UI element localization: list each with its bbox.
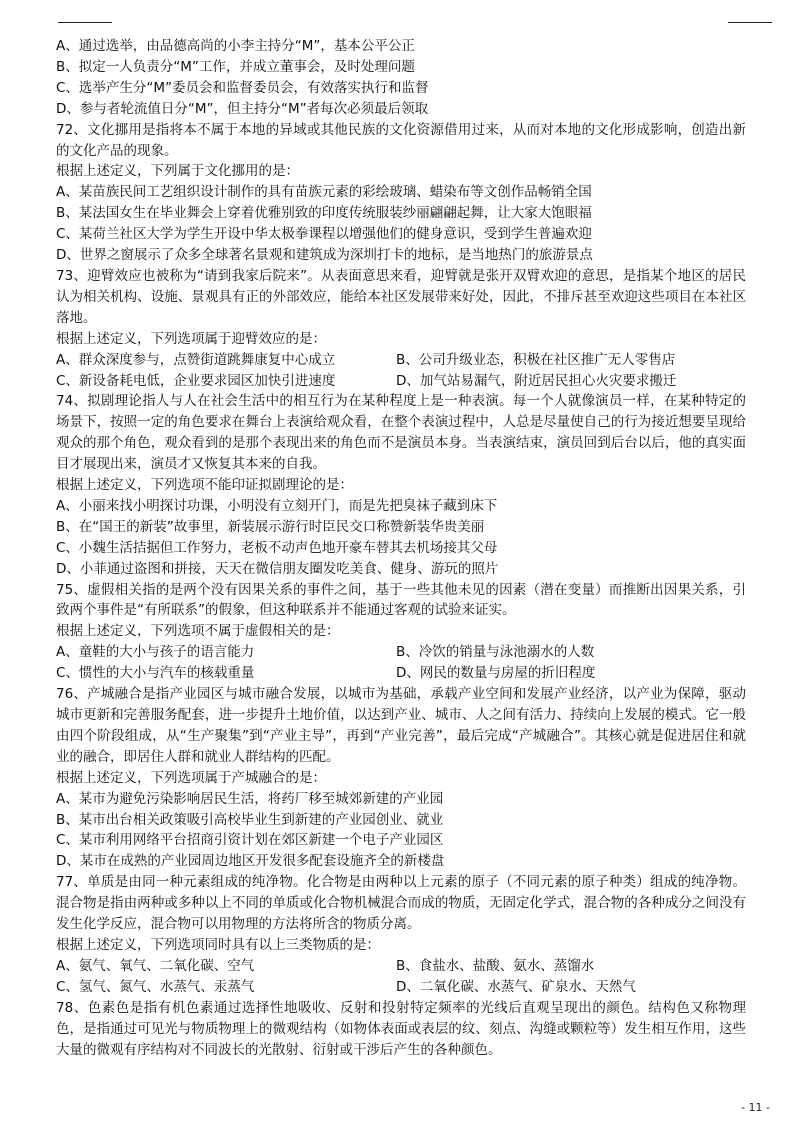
q71-option-a: A、通过选举，由品德高尚的小李主持分“M”，基本公平公正 — [56, 38, 415, 54]
q77-options-row-2 — [56, 977, 746, 998]
q78-stem: 78、色素色是指有机色素通过选择性地吸收、反射和投射特定频率的光线后直观呈现出的颜色。结构色又称物理色，是指通过可见光与物质物理上的微观结构（如物体表面或表层的纹、刻点、沟缝或颗粒等）发生相互作用，这些大量的微观有序结构对不同波长的光散射、衍射或干涉后产生的各种颜色。 — [56, 999, 746, 1058]
page-number: - 11 - — [741, 1101, 770, 1114]
q71-option-d: D、参与者轮流值日分“M”，但主持分“M”者每次必须最后领取 — [56, 100, 429, 117]
question-72 — [56, 120, 746, 266]
question-77 — [56, 872, 746, 997]
q72-option-c: C、某荷兰社区大学为学生开设中华太极拳课程以增强他们的健身意识，受到学生普遍欢迎 — [56, 226, 592, 243]
q72-option-a: A、某苗族民间工艺组织设计制作的具有苗族元素的彩绘玻璃、蜡染布等文创作品畅销全国 — [56, 184, 592, 201]
q74-option-b: B、在“国王的新装”故事里，新装展示游行时臣民交口称赞新装华贵美丽 — [56, 518, 485, 535]
q77-option-a: A、氨气、氧气、二氧化碳、空气 — [56, 957, 255, 974]
q73-option-d: D、加气站易漏气，附近居民担心火灾要求搬迁 — [396, 372, 677, 389]
q77-option-c: C、氢气、氮气、水蒸气、汞蒸气 — [56, 978, 255, 995]
q73-options-row-1 — [56, 350, 746, 371]
q75-option-a: A、童鞋的大小与孩子的语言能力 — [56, 644, 255, 661]
q75-option-c: C、惯性的大小与汽车的核载重量 — [56, 665, 255, 682]
q73-option-a: A、群众深度参与，点赞街道跳舞康复中心成立 — [56, 351, 336, 368]
q77-option-d: D、二氧化碳、水蒸气、矿泉水、天然气 — [396, 978, 636, 995]
q75-option-b: B、冷饮的销量与泳池溺水的人数 — [396, 644, 595, 661]
q75-options-row-1 — [56, 642, 746, 663]
q75-question: 根据上述定义，下列选项不属于虚假相关的是： — [56, 623, 340, 640]
q73-stem: 73、迎臂效应也被称为“请到我家后院来”。从表面意思来看，迎臂就是张开双臂欢迎的意思，是指某个地区的居民认为相关机构、设施、景观具有正的外部效应，能给本社区发展带来好处，因此，不排斥甚至欢迎这些项目在本社区落地。 — [56, 267, 746, 326]
q72-option-b: B、某法国女生在毕业舞会上穿着优雅别致的印度传统服装纱丽翩翩起舞，让大家大饱眼福 — [56, 205, 592, 222]
q74-option-a: A、小丽来找小明探讨功课，小明没有立刻开门，而是先把臭袜子藏到床下 — [56, 497, 498, 514]
q76-option-c: C、某市利用网络平台招商引资计划在郊区新建一个电子产业园区 — [56, 832, 444, 849]
q76-stem: 76、产城融合是指产业园区与城市融合发展，以城市为基础，承载产业空间和发展产业经济，以产业为保障，驱动城市更新和完善服务配套，进一步提升土地价值，以达到产业、城市、人之间有活力、持续向上发展的模式。它一般由四个阶段组成，从“生产聚集”到“产业主导”，再到“产业完善”，最后完成“产城融合”。其核心就是促进居住和就业的融合，即居住人群和就业人群结构的匹配。 — [56, 686, 746, 765]
exam-page-content — [56, 36, 746, 1060]
q75-options-row-2 — [56, 663, 746, 684]
q73-option-b: B、公司升级业态，积极在社区推广无人零售店 — [396, 351, 676, 368]
q76-option-d: D、某市在成熟的产业园周边地区开发很多配套设施齐全的新楼盘 — [56, 853, 445, 870]
q72-question: 根据上述定义，下列属于文化挪用的是： — [56, 163, 299, 180]
q74-option-d: D、小菲通过盗图和拼接，天天在微信朋友圈发吃美食、健身、游玩的照片 — [56, 560, 499, 577]
q75-stem: 75、虚假相关指的是两个没有因果关系的事件之间，基于一些其他未见的因素（潜在变量）而推断出因果关系，引致两个事件是“有所联系”的假象，但这种联系并不能通过客观的试验来证实。 — [56, 581, 746, 619]
header-rule-right — [728, 22, 772, 23]
header-rule-left — [58, 22, 112, 23]
q73-options-row-2 — [56, 371, 746, 392]
q73-question: 根据上述定义，下列选项属于迎臂效应的是： — [56, 330, 326, 347]
q72-stem: 72、文化挪用是指将本不属于本地的异域或其他民族的文化资源借用过来，从而对本地的文化形成影响，创造出新的文化产品的现象。 — [56, 121, 746, 159]
q77-question: 根据上述定义，下列选项同时具有以上三类物质的是： — [56, 936, 380, 953]
question-73 — [56, 266, 746, 391]
question-76 — [56, 684, 746, 872]
q71-option-c: C、选举产生分“M”委员会和监督委员会，有效落实执行和监督 — [56, 79, 429, 96]
q72-option-d: D、世界之窗展示了众多全球著名景观和建筑成为深圳打卡的地标，是当地热门的旅游景点 — [56, 247, 593, 264]
question-71-options — [56, 36, 746, 120]
question-75 — [56, 580, 746, 685]
q73-option-c: C、新设备耗电低，企业要求园区加快引进速度 — [56, 372, 336, 389]
q77-option-b: B、食盐水、盐酸、氨水、蒸馏水 — [396, 957, 595, 974]
q76-question: 根据上述定义，下列选项属于产城融合的是： — [56, 769, 326, 786]
q76-option-b: B、某市出台相关政策吸引高校毕业生到新建的产业园创业、就业 — [56, 811, 444, 828]
q75-option-d: D、网民的数量与房屋的折旧程度 — [396, 665, 596, 682]
question-74 — [56, 391, 746, 579]
q76-option-a: A、某市为避免污染影响居民生活，将药厂移至城郊新建的产业园 — [56, 790, 444, 807]
q71-option-b: B、拟定一人负责分“M”工作，并成立董事会，及时处理问题 — [56, 58, 415, 75]
q74-question: 根据上述定义，下列选项不能印证拟剧理论的是： — [56, 477, 353, 494]
q74-option-c: C、小魏生活拮据但工作努力，老板不动声色地开豪车替其去机场接其父母 — [56, 539, 498, 556]
q77-options-row-1 — [56, 956, 746, 977]
q77-stem: 77、单质是由同一种元素组成的纯净物。化合物是由两种以上元素的原子（不同元素的原子种类）组成的纯净物。混合物是指由两种或多种以上不同的单质或化合物机械混合而成的物质，无固定化学式，混合物的各种成分之间没有发生化学反应，混合物可以用物理的方法将所含的物质分离。 — [56, 874, 746, 933]
question-78 — [56, 998, 746, 1061]
q74-stem: 74、拟剧理论指人与人在社会生活中的相互行为在某种程度上是一种表演。每一个人就像演员一样，在某种特定的场景下，按照一定的角色要求在舞台上表演给观众看，在整个表演过程中，人总是尽量使自己的行为接近想要呈现给观众的那个角色，观众看到的是那个表现出来的角色而不是演员本身。当表演结束，演员回到后台以后，他的真实面目才展现出来，演员才又恢复其本来的自我。 — [56, 393, 746, 473]
